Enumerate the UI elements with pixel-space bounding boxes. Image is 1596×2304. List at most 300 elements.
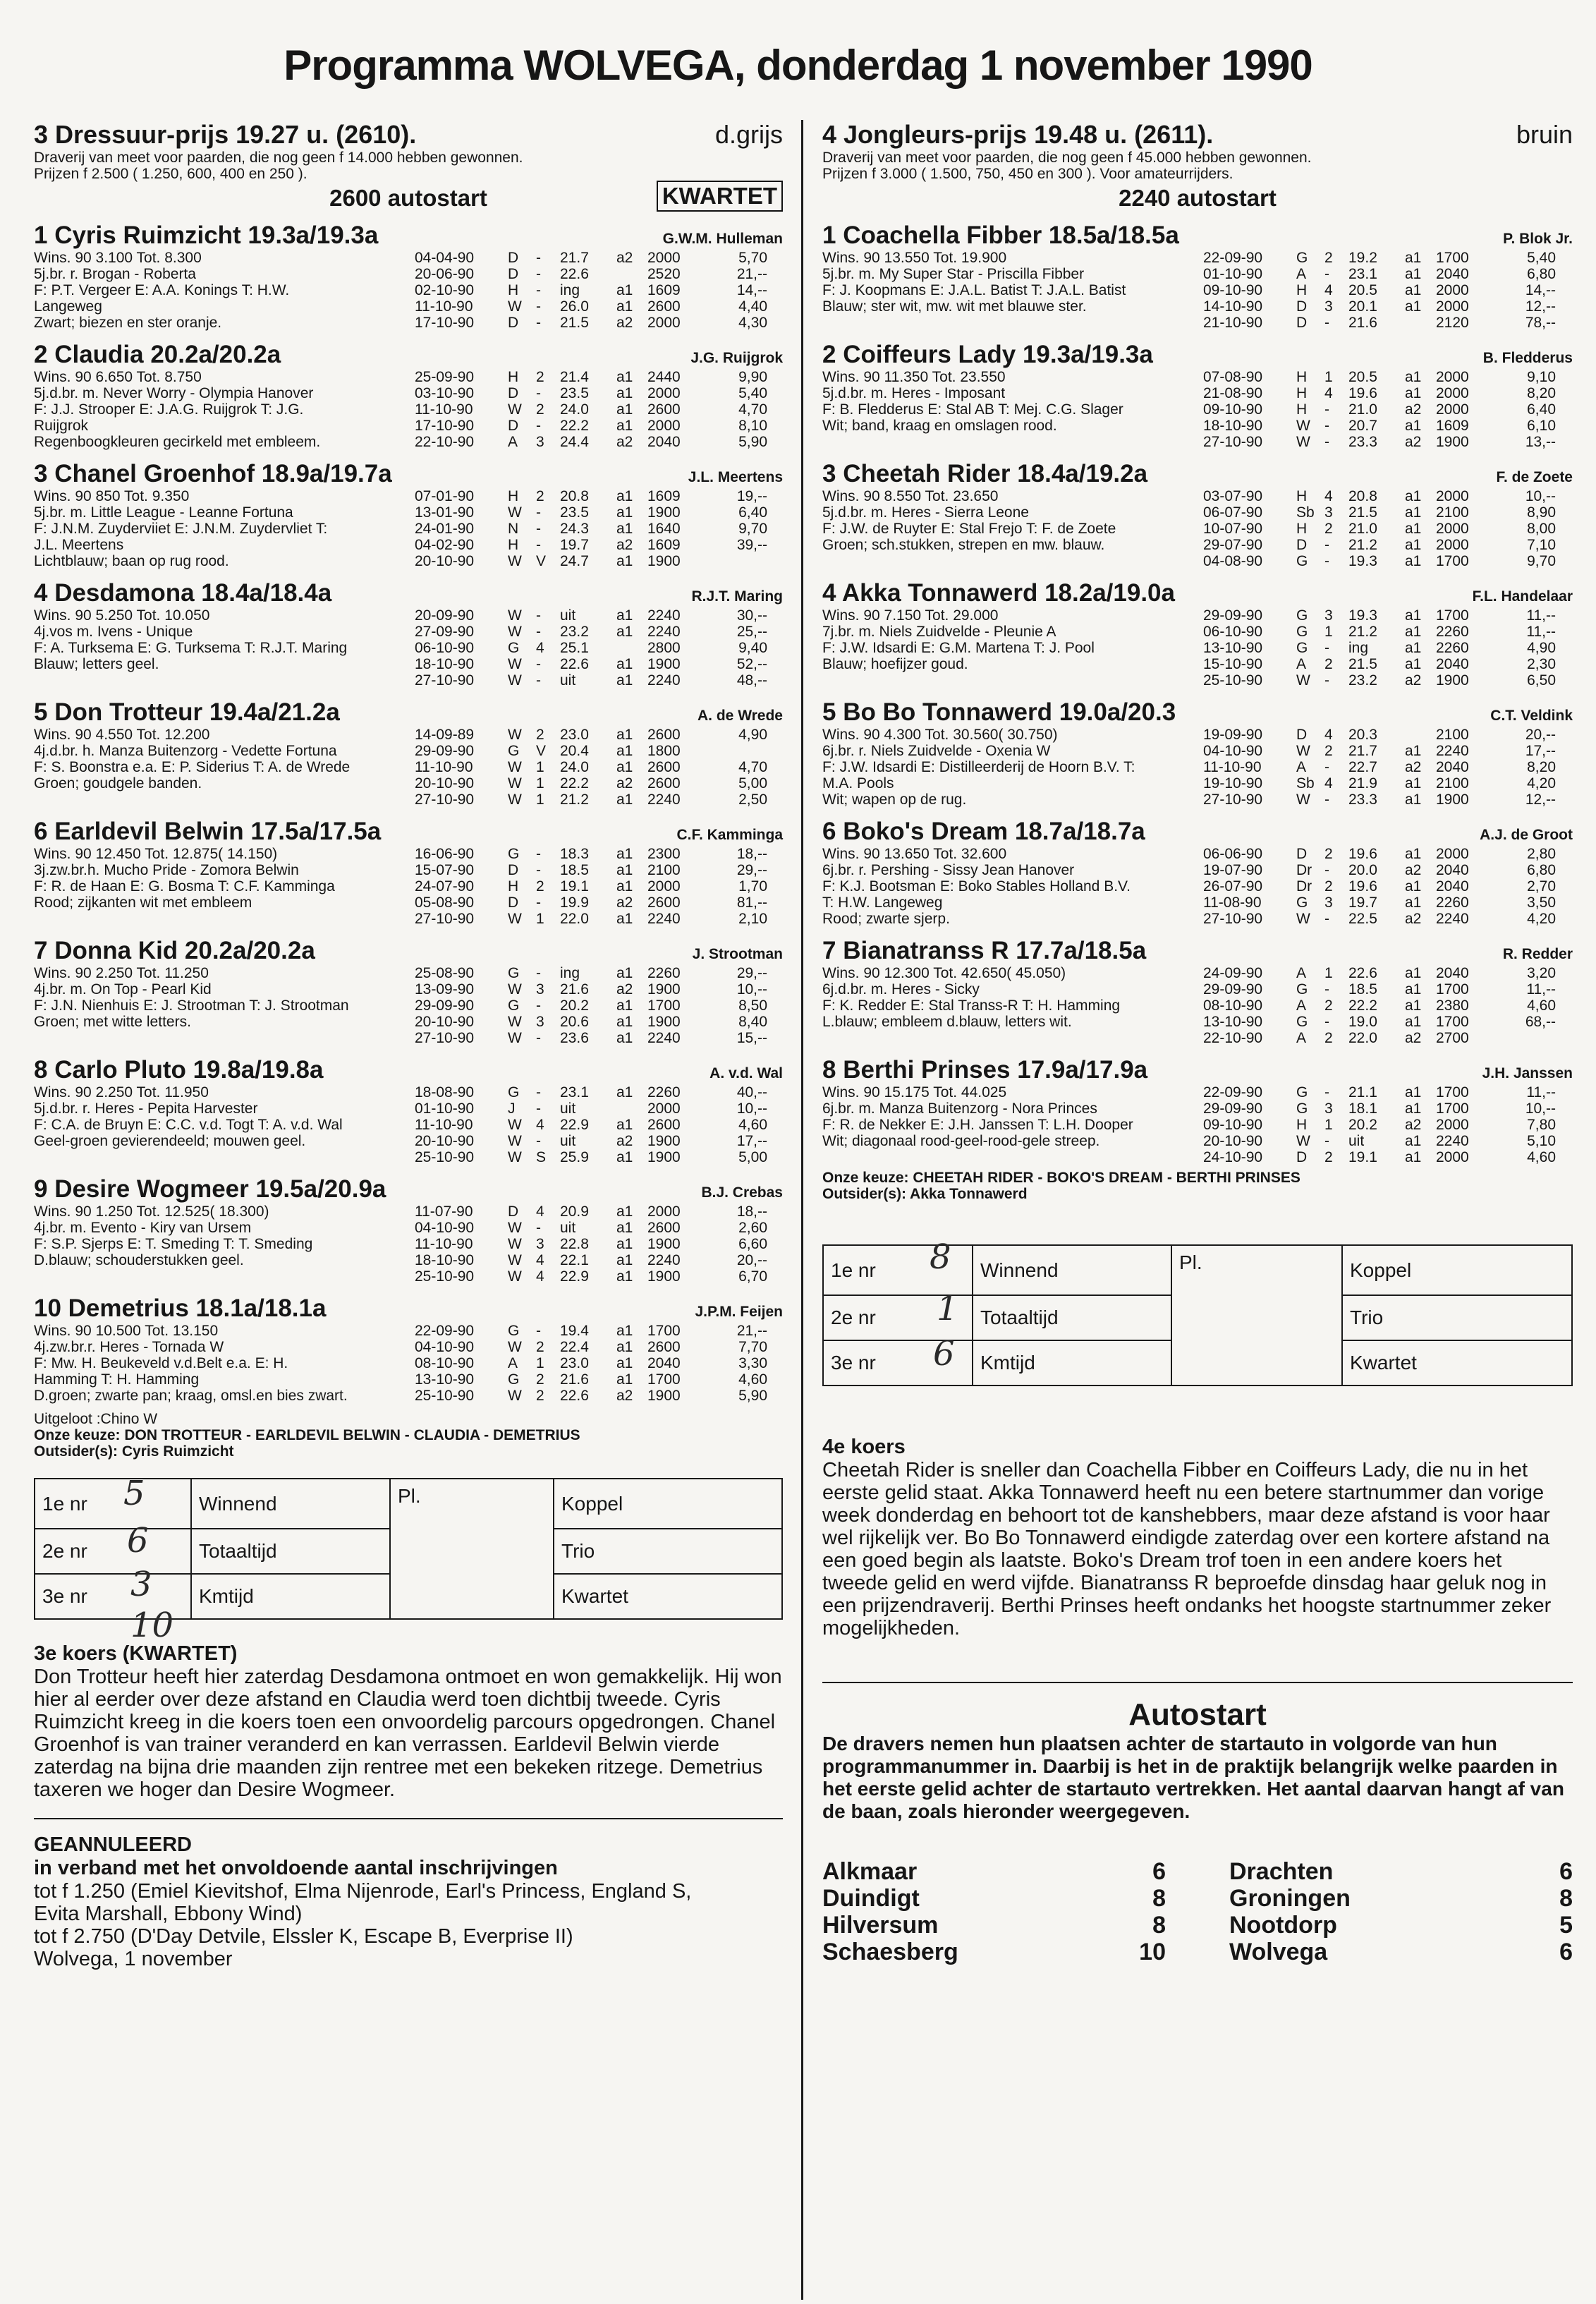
horse-info-line: 5j.d.br. m. Heres - Sierra Leone <box>822 504 1029 521</box>
result-cell: a1 <box>616 624 633 640</box>
bet-cell[interactable]: Winnend <box>973 1245 1171 1295</box>
result-cell: 23.3 <box>1348 792 1377 808</box>
result-row <box>415 607 783 624</box>
result-cell: - <box>536 1030 541 1046</box>
result-cell: 2120 <box>1436 315 1469 331</box>
trainer-name: J.G. Ruijgrok <box>690 350 783 366</box>
result-cell: D <box>1296 298 1308 315</box>
horse-list <box>822 222 1573 1165</box>
result-cell: 2000 <box>1436 1149 1469 1165</box>
result-cell: G <box>508 965 520 981</box>
bet-cell[interactable] <box>390 1529 554 1574</box>
horse-header <box>822 222 1573 250</box>
result-cell: a1 <box>1405 1014 1422 1030</box>
bet-cell[interactable]: Koppel <box>1342 1245 1572 1295</box>
cancelled-line: tot f 2.750 (D'Day Detvile, Elssler K, Escape B, Everprise II) <box>34 1925 573 1948</box>
result-cell: 1700 <box>1436 1101 1469 1117</box>
horse-info-line: F: K.J. Bootsman E: Boko Stables Holland B.V. <box>822 878 1131 895</box>
result-cell: a1 <box>616 743 633 759</box>
result-cell: 27-10-90 <box>415 792 475 808</box>
bet-cell[interactable]: Trio <box>1342 1295 1572 1340</box>
result-cell: 2 <box>1324 656 1333 672</box>
result-cell: 21.6 <box>1348 315 1377 331</box>
result-cell: 25.1 <box>560 640 589 656</box>
horse-entry <box>822 818 1573 927</box>
trainer-name: B. Fledderus <box>1482 350 1573 366</box>
horse-info-line: Wins. 90 7.150 Tot. 29.000 <box>822 607 999 624</box>
result-cell: 19.3 <box>1348 553 1377 569</box>
horse-info <box>822 727 1189 808</box>
horse-info <box>822 965 1189 1046</box>
bet-cell[interactable]: Kwartet <box>1342 1340 1572 1386</box>
horse-info-line: F: Mw. H. Beukeveld v.d.Belt e.a. E: H. <box>34 1355 288 1371</box>
horse-entry <box>822 937 1573 1046</box>
track-entry <box>822 1939 1166 1965</box>
result-cell: 2700 <box>1436 1030 1469 1046</box>
bet-cell[interactable]: Kwartet <box>554 1574 782 1619</box>
result-cell: a1 <box>616 1014 633 1030</box>
result-cell: G <box>1296 1014 1308 1030</box>
horse-info <box>34 607 401 689</box>
horse-entry <box>34 937 783 1046</box>
horse-entry <box>34 460 783 569</box>
result-row <box>1203 965 1573 981</box>
result-cell: A <box>1296 266 1307 282</box>
recent-results <box>1203 607 1573 689</box>
result-cell: 29-09-90 <box>1203 1101 1263 1117</box>
result-cell: 20-10-90 <box>415 553 475 569</box>
result-cell: 2240 <box>647 1030 681 1046</box>
horse-info-line: T: H.W. Langeweg <box>822 895 943 911</box>
result-cell: 2600 <box>647 298 681 315</box>
result-cell: 27-10-90 <box>1203 434 1263 450</box>
result-cell: 19.9 <box>560 895 589 911</box>
result-cell: a2 <box>616 895 633 911</box>
result-cell: 2600 <box>647 1220 681 1236</box>
result-cell: 06-06-90 <box>1203 846 1263 862</box>
result-row <box>415 640 783 656</box>
result-row <box>1203 743 1573 759</box>
result-cell: 6,40 <box>1527 401 1556 418</box>
horse-info-line: Regenboogkleuren gecirkeld met embleem. <box>34 434 321 450</box>
recent-results <box>415 1203 783 1285</box>
result-cell: 22.0 <box>560 911 589 927</box>
bet-cell[interactable]: 1e nr 5 <box>35 1479 191 1529</box>
result-cell: 4 <box>536 1203 544 1220</box>
result-cell: 24.0 <box>560 759 589 775</box>
result-cell: a1 <box>616 965 633 981</box>
result-cell: a1 <box>1405 607 1422 624</box>
result-cell: - <box>1324 672 1329 689</box>
bet-cell[interactable]: Pl. <box>390 1479 554 1529</box>
result-cell: - <box>1324 981 1329 998</box>
result-cell: 3 <box>1324 298 1333 315</box>
result-row <box>415 672 783 689</box>
our-pick: Onze keuze: CHEETAH RIDER - BOKO'S DREAM - BERTHI PRINSES <box>822 1170 1300 1186</box>
track-entry <box>1229 1858 1573 1885</box>
bet-cell[interactable]: Kmtijd <box>191 1574 390 1619</box>
horse-entry <box>822 1056 1573 1165</box>
result-cell: H <box>508 488 519 504</box>
result-cell: 4,40 <box>738 298 767 315</box>
result-row <box>1203 282 1573 298</box>
result-cell: a1 <box>1405 965 1422 981</box>
result-row <box>415 846 783 862</box>
result-cell: 1 <box>1324 965 1333 981</box>
result-cell: - <box>536 282 541 298</box>
result-cell: a1 <box>1405 775 1422 792</box>
result-cell: 1900 <box>647 504 681 521</box>
result-cell: 2 <box>536 369 544 385</box>
result-cell: 01-10-90 <box>415 1101 475 1117</box>
bet-cell[interactable]: Pl. <box>1171 1245 1342 1295</box>
result-cell: a2 <box>1405 434 1422 450</box>
race-commentary-title: 3e koers (KWARTET) <box>34 1642 238 1665</box>
result-cell: - <box>536 624 541 640</box>
bet-cell[interactable]: 1e nr 8 <box>823 1245 973 1295</box>
bet-cell[interactable] <box>1171 1340 1342 1386</box>
bet-cell[interactable]: Totaaltijd <box>191 1529 390 1574</box>
result-cell: 19.6 <box>1348 846 1377 862</box>
result-cell: 2 <box>536 1388 544 1404</box>
result-row <box>1203 1084 1573 1101</box>
result-cell: - <box>536 998 541 1014</box>
horse-info-line: Wit; band, kraag en omslagen rood. <box>822 418 1057 434</box>
horse-info-line: 5j.d.br. r. Heres - Pepita Harvester <box>34 1101 258 1117</box>
result-cell: A <box>508 1355 518 1371</box>
result-cell: 23.5 <box>560 504 589 521</box>
race-heading-4 <box>822 120 1573 150</box>
result-cell: a1 <box>616 862 633 878</box>
horse-info-line: 6j.br. r. Niels Zuidvelde - Oxenia W <box>822 743 1051 759</box>
result-row <box>415 521 783 537</box>
result-cell: 4,60 <box>738 1371 767 1388</box>
result-cell: 1 <box>536 792 544 808</box>
result-cell: W <box>508 1133 522 1149</box>
race-start-type: 2600 autostart <box>329 185 487 211</box>
result-cell: 27-10-90 <box>415 1030 475 1046</box>
result-cell: 11,-- <box>1526 624 1556 640</box>
result-cell: a1 <box>1405 624 1422 640</box>
result-row <box>415 418 783 434</box>
horse-info-line: 5j.br. m. My Super Star - Priscilla Fibber <box>822 266 1085 282</box>
horse-info-line: Wit; diagonaal rood-geel-rood-gele streep. <box>822 1133 1100 1149</box>
horse-header <box>822 698 1573 727</box>
horse-info-line: Lichtblauw; baan op rug rood. <box>34 553 229 569</box>
result-cell: - <box>536 1133 541 1149</box>
result-cell: 4,70 <box>738 401 767 418</box>
result-cell: 24.0 <box>560 401 589 418</box>
handwritten-number: 6 <box>127 1521 149 1560</box>
result-row <box>415 1117 783 1133</box>
result-cell: W <box>508 656 522 672</box>
result-cell: - <box>536 385 541 401</box>
result-cell <box>1405 727 1436 743</box>
trainer-name: F. de Zoete <box>1496 469 1573 485</box>
result-row <box>415 553 783 569</box>
result-row <box>415 878 783 895</box>
result-row <box>415 656 783 672</box>
result-cell: W <box>508 1236 522 1252</box>
result-cell: 3 <box>1324 504 1333 521</box>
result-row <box>415 266 783 282</box>
race-color: bruin <box>1516 120 1573 149</box>
result-cell: a1 <box>1405 385 1422 401</box>
result-cell: a2 <box>1405 401 1422 418</box>
result-cell: 2260 <box>1436 624 1469 640</box>
horse-name: 4 Akka Tonnawerd 18.2a/19.0a <box>822 579 1175 607</box>
result-cell: G <box>1296 640 1308 656</box>
result-cell: V <box>536 743 547 759</box>
result-cell: 02-10-90 <box>415 282 475 298</box>
bet-cell[interactable] <box>1171 1295 1342 1340</box>
result-cell: 4 <box>536 640 544 656</box>
horse-info-line: Wins. 90 2.250 Tot. 11.950 <box>34 1084 209 1101</box>
result-row <box>415 1323 783 1339</box>
result-cell: - <box>1324 266 1329 282</box>
horse-info-line: 6j.d.br. m. Heres - Sicky <box>822 981 980 998</box>
track-entry <box>1229 1939 1573 1965</box>
recent-results <box>1203 846 1573 927</box>
recent-results <box>415 1323 783 1404</box>
result-cell: H <box>1296 385 1308 401</box>
result-cell: 3 <box>1324 607 1333 624</box>
bet-cell[interactable]: Koppel <box>554 1479 782 1529</box>
column-divider <box>801 120 803 2300</box>
horse-name: 6 Earldevil Belwin 17.5a/17.5a <box>34 818 382 845</box>
result-cell: 17,-- <box>1525 743 1556 759</box>
bet-row <box>35 1574 782 1619</box>
result-cell: W <box>508 553 522 569</box>
result-cell: 21.7 <box>560 250 589 266</box>
result-cell: 3 <box>536 434 544 450</box>
result-cell: 07-01-90 <box>415 488 475 504</box>
horse-info-line: Wins. 90 13.550 Tot. 19.900 <box>822 250 1007 266</box>
result-cell: 21.0 <box>1348 401 1377 418</box>
bet-cell[interactable] <box>390 1574 554 1619</box>
result-cell: 2600 <box>647 401 681 418</box>
result-cell: - <box>536 846 541 862</box>
result-cell: 09-10-90 <box>1203 282 1263 298</box>
recent-results <box>1203 727 1573 808</box>
result-cell: a1 <box>1405 846 1422 862</box>
result-cell: 13-10-90 <box>1203 1014 1263 1030</box>
race-conditions: Draverij van meet voor paarden, die nog geen f 14.000 hebben gewonnen. <box>34 150 523 166</box>
result-cell: 22-10-90 <box>1203 1030 1263 1046</box>
result-cell: 20-06-90 <box>415 266 475 282</box>
race-prizes: Prijzen f 2.500 ( 1.250, 600, 400 en 250 ). <box>34 166 307 182</box>
horse-entry <box>34 698 783 808</box>
result-cell: a1 <box>616 656 633 672</box>
horse-header <box>34 698 783 727</box>
result-cell: 25-10-90 <box>1203 672 1263 689</box>
result-row <box>1203 1117 1573 1133</box>
race-title: 4 Jongleurs-prijs 19.48 u. (2611). <box>822 120 1214 149</box>
result-cell: 22-10-90 <box>415 434 475 450</box>
bet-cell[interactable]: 2e nr 1 <box>823 1295 973 1340</box>
result-cell: 22.6 <box>1348 965 1377 981</box>
track-count: 5 <box>1559 1912 1573 1939</box>
result-row <box>415 1014 783 1030</box>
result-row <box>415 1268 783 1285</box>
recent-results <box>415 607 783 689</box>
horse-info-line: Wins. 90 3.100 Tot. 8.300 <box>34 250 202 266</box>
result-cell: 2040 <box>1436 759 1469 775</box>
result-cell: - <box>536 1101 541 1117</box>
result-cell: 1800 <box>647 743 681 759</box>
result-cell: 1900 <box>647 1388 681 1404</box>
result-cell: 04-10-90 <box>415 1339 475 1355</box>
horse-info-line: F: J.J. Strooper E: J.A.G. Ruijgrok T: J.G. <box>34 401 304 418</box>
result-row <box>415 1236 783 1252</box>
withdrawn-note: Uitgeloot :Chino W <box>34 1411 158 1427</box>
horse-info-line: Rood; zijkanten wit met embleem <box>34 895 252 911</box>
horse-info-line: Wins. 90 8.550 Tot. 23.650 <box>822 488 999 504</box>
result-row <box>1203 434 1573 450</box>
result-cell: a1 <box>1405 1084 1422 1101</box>
track-name: Alkmaar <box>822 1858 918 1885</box>
result-cell: 8,20 <box>1527 385 1556 401</box>
result-cell: a1 <box>616 792 633 808</box>
horse-name: 1 Coachella Fibber 18.5a/18.5a <box>822 222 1179 249</box>
result-cell: 24.7 <box>560 553 589 569</box>
horse-info <box>822 488 1189 569</box>
result-cell: 29-09-90 <box>1203 981 1263 998</box>
result-cell: 2000 <box>647 1203 681 1220</box>
result-cell: 24-01-90 <box>415 521 475 537</box>
result-cell: 2 <box>1324 998 1333 1014</box>
result-cell: 2240 <box>647 624 681 640</box>
result-row <box>415 1149 783 1165</box>
result-cell: a1 <box>616 553 633 569</box>
result-row <box>1203 1149 1573 1165</box>
bet-cell[interactable]: 2e nr 6 <box>35 1529 191 1574</box>
result-cell: a1 <box>616 1323 633 1339</box>
result-cell: 2100 <box>1436 775 1469 792</box>
horse-info-line: Wins. 90 4.300 Tot. 30.560( 30.750) <box>822 727 1058 743</box>
result-cell: 2000 <box>647 385 681 401</box>
bet-cell[interactable]: 3e nr 6 <box>823 1340 973 1386</box>
horse-info-line: Wins. 90 11.350 Tot. 23.550 <box>822 369 1006 385</box>
bet-cell[interactable]: Totaaltijd <box>973 1295 1171 1340</box>
result-cell: 2240 <box>647 672 681 689</box>
result-row <box>415 1030 783 1046</box>
result-cell: 07-08-90 <box>1203 369 1263 385</box>
result-cell: a1 <box>1405 250 1422 266</box>
handwritten-number: 5 <box>123 1474 145 1513</box>
result-cell: 9,10 <box>1527 369 1556 385</box>
result-cell: 21.1 <box>1348 1084 1377 1101</box>
result-row <box>1203 862 1573 878</box>
horse-header <box>34 818 783 846</box>
result-cell: 7,10 <box>1527 537 1556 553</box>
result-cell: 17-10-90 <box>415 418 475 434</box>
result-cell: 2000 <box>1436 385 1469 401</box>
result-row <box>415 1101 783 1117</box>
result-cell: a1 <box>616 488 633 504</box>
result-cell: 22.1 <box>560 1252 589 1268</box>
bet-cell[interactable]: Trio <box>554 1529 782 1574</box>
recent-results <box>415 250 783 331</box>
result-cell: 23.0 <box>560 1355 589 1371</box>
result-cell: 5,10 <box>1527 1133 1556 1149</box>
result-cell: - <box>1324 1014 1329 1030</box>
result-cell: 11-08-90 <box>1203 895 1262 911</box>
horse-info-line: Wins. 90 12.300 Tot. 42.650( 45.050) <box>822 965 1066 981</box>
result-cell: 10,-- <box>1525 488 1556 504</box>
result-cell: 22.9 <box>560 1117 589 1133</box>
result-cell: 23.3 <box>1348 434 1377 450</box>
result-cell: J <box>508 1101 516 1117</box>
horse-info <box>34 727 401 808</box>
bet-cell[interactable]: 3e nr 3 10 <box>35 1574 191 1619</box>
result-cell: 3 <box>536 981 544 998</box>
result-cell: 22.6 <box>560 266 589 282</box>
result-cell: a1 <box>1405 878 1422 895</box>
result-cell: 1700 <box>1436 1014 1469 1030</box>
result-cell: 4,30 <box>738 315 767 331</box>
result-cell: W <box>508 1268 522 1285</box>
result-cell: G <box>508 743 520 759</box>
result-cell: 2260 <box>647 1084 681 1101</box>
bet-cell[interactable]: Kmtijd <box>973 1340 1171 1386</box>
result-row <box>415 727 783 743</box>
result-cell: H <box>1296 521 1308 537</box>
result-cell: a1 <box>616 401 633 418</box>
result-cell: 8,90 <box>1527 504 1556 521</box>
trainer-name: C.T. Veldink <box>1490 708 1573 724</box>
result-cell: a1 <box>616 282 633 298</box>
result-cell: - <box>1324 640 1329 656</box>
result-row <box>1203 488 1573 504</box>
result-row <box>415 911 783 927</box>
bet-cell[interactable]: Winnend <box>191 1479 390 1529</box>
recent-results <box>415 1084 783 1165</box>
result-cell: W <box>508 607 522 624</box>
result-cell: 2,10 <box>738 911 767 927</box>
result-cell: 27-10-90 <box>415 672 475 689</box>
result-cell: 4 <box>1324 488 1333 504</box>
trainer-name: R.J.T. Maring <box>691 588 783 605</box>
result-cell: D <box>508 266 519 282</box>
result-cell: a2 <box>616 250 633 266</box>
result-row <box>415 775 783 792</box>
track-name: Hilversum <box>822 1912 939 1939</box>
result-cell: W <box>508 981 522 998</box>
result-cell: 6,10 <box>1527 418 1556 434</box>
horse-name: 2 Coiffeurs Lady 19.3a/19.3a <box>822 341 1153 368</box>
result-cell: H <box>1296 1117 1308 1133</box>
result-cell: 2600 <box>647 1117 681 1133</box>
outsider: Outsider(s): Akka Tonnawerd <box>822 1186 1028 1202</box>
result-cell: 27-10-90 <box>1203 792 1263 808</box>
result-cell: D <box>508 250 519 266</box>
result-cell: G <box>508 1371 520 1388</box>
result-cell: 2000 <box>1436 369 1469 385</box>
result-cell: G <box>1296 1084 1308 1101</box>
result-cell: 1 <box>536 775 544 792</box>
result-row <box>1203 1101 1573 1117</box>
result-cell: 21.2 <box>1348 624 1377 640</box>
result-cell: H <box>1296 369 1308 385</box>
result-cell: 21.5 <box>1348 504 1377 521</box>
horse-entry <box>34 1295 783 1404</box>
result-cell: 5,40 <box>1527 250 1556 266</box>
result-cell: 20-09-90 <box>415 607 475 624</box>
trainer-name: P. Blok Jr. <box>1503 231 1573 247</box>
horse-info <box>822 846 1189 927</box>
trainer-name: B.J. Crebas <box>701 1184 783 1201</box>
